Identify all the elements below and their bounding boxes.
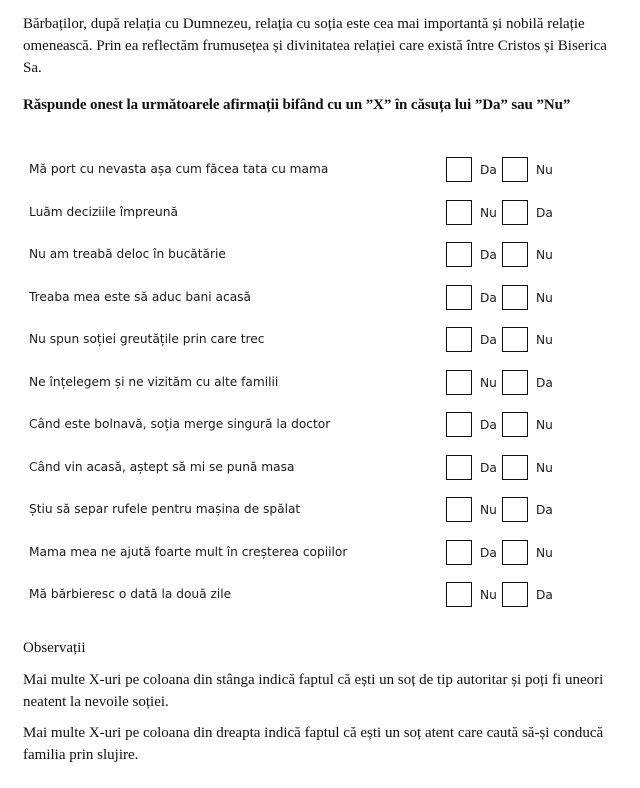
left-option-label: Da [480,418,497,432]
right-checkbox[interactable] [502,455,528,480]
left-checkbox[interactable] [446,242,472,267]
question-text: Luăm deciziile împreună [29,204,178,219]
right-option-label: Da [536,588,553,602]
left-option-label: Da [480,248,497,262]
question-text: Ne înțelegem și ne vizităm cu alte familii [29,374,279,389]
right-checkbox[interactable] [502,540,528,565]
right-option-label: Da [536,205,553,220]
right-option-label: Nu [536,290,553,305]
left-option-label: Nu [480,205,497,220]
question-row [0,533,640,575]
left-option-label: Da [480,290,497,305]
left-checkbox[interactable] [446,497,472,522]
right-option-label: Nu [536,163,553,177]
question-text: Mama mea ne ajută foarte mult în creșterea copiilor [29,544,348,559]
left-checkbox[interactable] [446,200,472,225]
right-checkbox[interactable] [502,157,528,182]
question-row [0,320,640,362]
left-checkbox[interactable] [446,285,472,310]
left-checkbox[interactable] [446,370,472,395]
question-row [0,278,640,320]
question-row [0,193,640,235]
right-option-label: Da [536,503,553,517]
right-checkbox[interactable] [502,497,528,522]
question-text: Mă bărbieresc o dată la două zile [29,587,232,601]
left-checkbox[interactable] [446,327,472,352]
left-option-label: Da [480,163,497,177]
instruction-heading: Răspunde onest la următoarele afirmații bifând cu un ”X” în căsuța lui ”Da” sau ”Nu” [23,97,571,113]
observation-left-column: Mai multe X-uri pe coloana din stânga indică faptul că ești un soț de tip autoritar și poți fi uneori neatent la nevoile soției. [23,672,604,710]
question-row [0,363,640,405]
left-checkbox[interactable] [446,412,472,437]
left-option-label: Da [480,333,497,347]
left-option-label: Da [480,545,497,560]
question-text: Când vin acasă, aștept să mi se pună masa [29,459,295,474]
left-option-label: Nu [480,588,497,602]
observations-title: Observații [23,640,86,656]
right-checkbox[interactable] [502,285,528,310]
question-text: Știu să separ rufele pentru mașina de spălat [29,502,301,516]
question-text: Nu spun soției greutățile prin care trec [29,332,265,346]
question-row [0,235,640,277]
left-option-label: Da [480,460,497,475]
left-checkbox[interactable] [446,582,472,607]
question-row [0,150,640,192]
right-checkbox[interactable] [502,242,528,267]
left-checkbox[interactable] [446,540,472,565]
right-checkbox[interactable] [502,582,528,607]
left-checkbox[interactable] [446,455,472,480]
right-option-label: Nu [536,248,553,262]
question-row [0,405,640,447]
right-option-label: Nu [536,418,553,432]
question-text: Treaba mea este să aduc bani acasă [29,289,251,304]
right-option-label: Nu [536,460,553,475]
right-checkbox[interactable] [502,370,528,395]
right-option-label: Nu [536,545,553,560]
left-checkbox[interactable] [446,157,472,182]
question-text: Când este bolnavă, soția merge singură la doctor [29,417,331,431]
observation-right-column: Mai multe X-uri pe coloana din dreapta indică faptul că ești un soț atent care caută să-și conducă familia prin slujire. [23,725,604,763]
intro-paragraph: Bărbaților, după relația cu Dumnezeu, relația cu soția este cea mai importantă și nobilă relație omenească. Prin ea reflectăm frumusețea și divinitatea relației care există între Cristos și Biserica Sa. [23,16,607,76]
question-text: Mă port cu nevasta așa cum făcea tata cu mama [29,162,329,176]
right-checkbox[interactable] [502,200,528,225]
right-checkbox[interactable] [502,412,528,437]
question-text: Nu am treabă deloc în bucătărie [29,247,226,261]
right-option-label: Nu [536,333,553,347]
right-option-label: Da [536,375,553,390]
left-option-label: Nu [480,375,497,390]
left-option-label: Nu [480,503,497,517]
right-checkbox[interactable] [502,327,528,352]
question-row [0,448,640,490]
question-row [0,490,640,532]
question-row [0,575,640,617]
